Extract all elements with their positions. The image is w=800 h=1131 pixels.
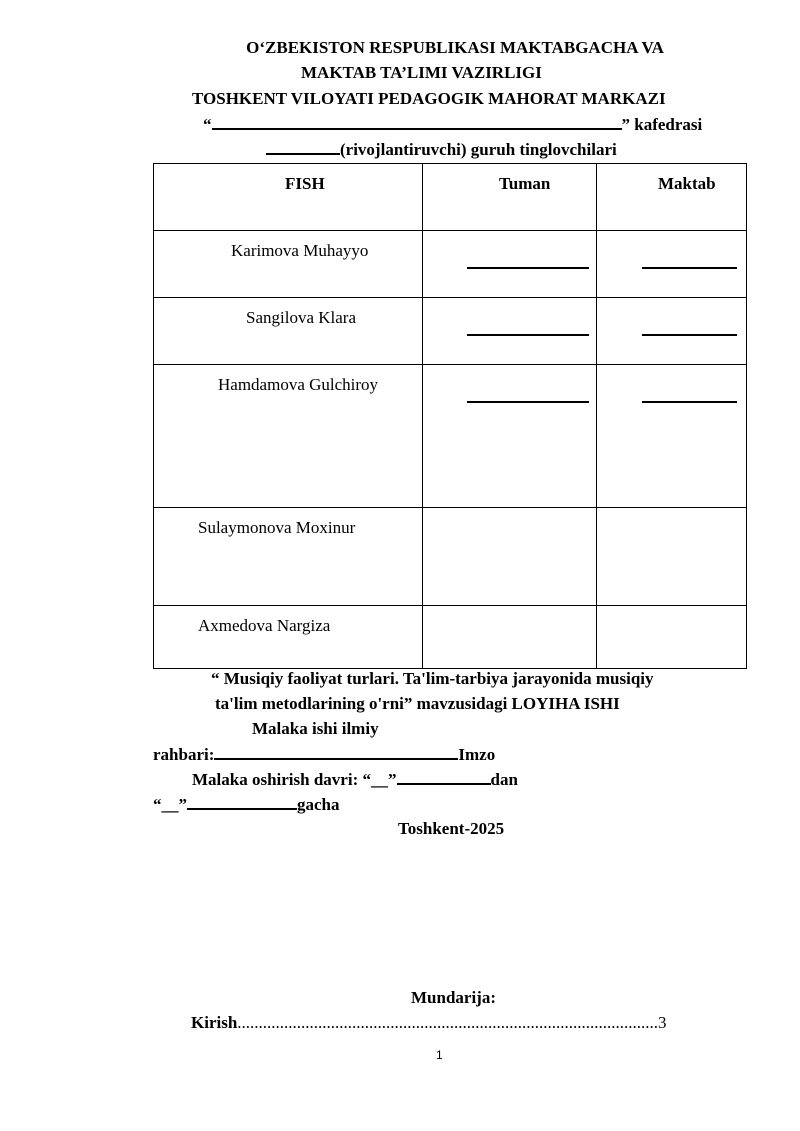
- department-blank: [212, 114, 622, 130]
- contents-title: Mundarija:: [411, 988, 496, 1007]
- period-line1: [192, 769, 518, 790]
- group-blank: [266, 139, 340, 155]
- ministry-title-line2: MAKTAB TA’LIMI VAZIRLIGI: [301, 63, 542, 82]
- supervisor-label: rahbari:: [153, 745, 215, 764]
- maktab-cell: [597, 508, 747, 606]
- period-label: Malaka oshirish davri: “__”: [192, 770, 397, 789]
- page-number: 1: [436, 1048, 443, 1062]
- header-tuman: Tuman: [423, 164, 597, 231]
- period-to-suffix: gacha: [297, 795, 340, 814]
- contents-entry-label: Kirish: [191, 1013, 238, 1032]
- tuman-cell: [423, 231, 597, 298]
- project-title-line1: “ Musiqiy faoliyat turlari. Ta'lim-tarbiya jarayonida musiqiy: [211, 669, 654, 688]
- table-row: [154, 298, 747, 365]
- period-from-blank: [397, 769, 491, 785]
- maktab-blank: [642, 387, 737, 403]
- supervisor-line2: [153, 744, 495, 765]
- name-cell: Axmedova Nargiza: [154, 606, 423, 669]
- table-row: [154, 231, 747, 298]
- supervisor-line1: Malaka ishi ilmiy: [252, 719, 379, 738]
- name-cell: Sangilova Klara: [154, 298, 423, 365]
- ministry-title-line1: O‘ZBEKISTON RESPUBLIKASI MAKTABGACHA VA: [246, 38, 664, 57]
- department-open-quote: “: [203, 115, 212, 134]
- tuman-cell: [423, 298, 597, 365]
- name-cell: Hamdamova Gulchiroy: [154, 365, 423, 508]
- group-suffix: (rivojlantiruvchi) guruh tinglovchilari: [340, 140, 617, 159]
- name-cell: Karimova Muhayyo: [154, 231, 423, 298]
- contents-entry: [191, 1013, 667, 1033]
- table-row: [154, 365, 747, 508]
- period-from-suffix: dan: [490, 770, 518, 789]
- tuman-cell: [423, 606, 597, 669]
- maktab-blank: [642, 253, 737, 269]
- maktab-blank: [642, 320, 737, 336]
- center-title: TOSHKENT VILOYATI PEDAGOGIK MAHORAT MARKAZI: [192, 89, 666, 108]
- table-row: [154, 606, 747, 669]
- maktab-cell: [597, 231, 747, 298]
- header-fish: FISH: [154, 164, 423, 231]
- tuman-blank: [467, 253, 589, 269]
- group-line: [266, 139, 617, 160]
- header-maktab: Maktab: [597, 164, 747, 231]
- maktab-cell: [597, 606, 747, 669]
- tuman-blank: [467, 320, 589, 336]
- supervisor-blank: [214, 744, 458, 760]
- period-open: “__”: [153, 795, 187, 814]
- tuman-cell: [423, 508, 597, 606]
- table-row: [154, 508, 747, 606]
- participants-table: [153, 163, 747, 669]
- name-cell: Sulaymonova Moxinur: [154, 508, 423, 606]
- department-suffix: ” kafedrasi: [621, 115, 703, 134]
- project-title-line2: ta'lim metodlarining o'rni” mavzusidagi LOYIHA ISHI: [215, 694, 620, 713]
- department-line: [203, 114, 702, 135]
- contents-entry-dots: ...................................................................................................: [237, 1013, 659, 1032]
- maktab-cell: [597, 298, 747, 365]
- signature-label: Imzo: [458, 745, 496, 764]
- contents-entry-page: 3: [658, 1013, 667, 1032]
- tuman-blank: [467, 387, 589, 403]
- tuman-cell: [423, 365, 597, 508]
- city-year: Toshkent-2025: [398, 819, 505, 838]
- period-line2: [153, 794, 340, 815]
- period-to-blank: [187, 794, 297, 810]
- maktab-cell: [597, 365, 747, 508]
- table-header-row: [154, 164, 747, 231]
